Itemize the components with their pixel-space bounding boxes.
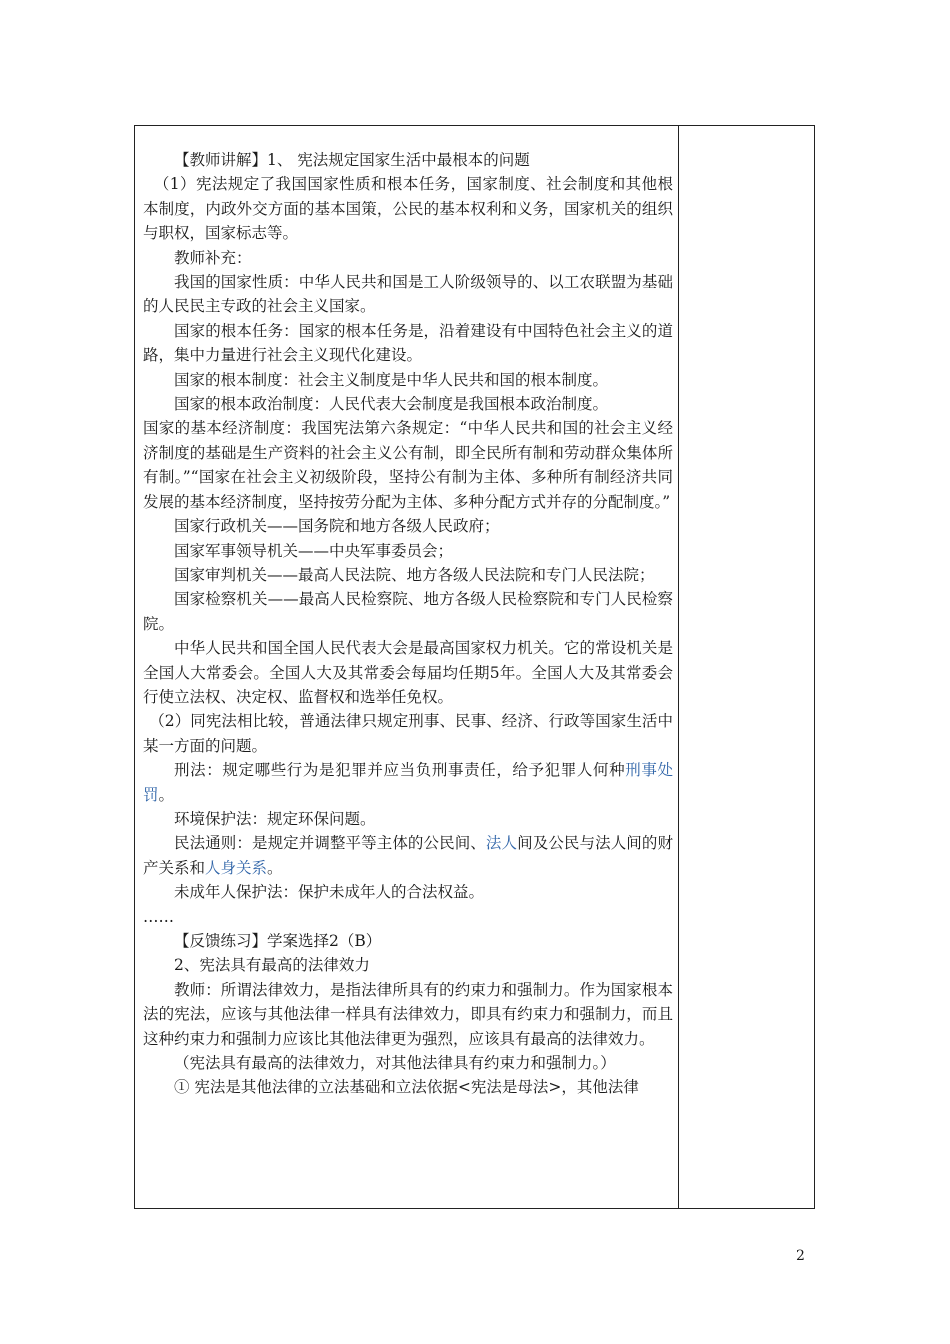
paragraph bbox=[143, 270, 673, 319]
paragraph bbox=[143, 929, 673, 953]
text-segment: 国家的根本任务：国家的根本任务是，沿着建设有中国特色社会主义的道路，集中力量进行社会主义现代化建设。 bbox=[143, 321, 673, 365]
paragraph bbox=[143, 563, 673, 587]
text-segment: 国家的根本制度：社会主义制度是中华人民共和国的根本制度。 bbox=[174, 370, 609, 389]
paragraph bbox=[143, 539, 673, 563]
paragraph bbox=[143, 807, 673, 831]
text-segment: 国家审判机关——最高人民法院、地方各级人民法院和专门人民法院； bbox=[174, 565, 655, 584]
text-segment: 未成年人保护法：保护未成年人的合法权益。 bbox=[174, 883, 485, 902]
paragraph bbox=[143, 172, 673, 245]
paragraph bbox=[143, 953, 673, 977]
text-segment: 环境保护法：规定环保问题。 bbox=[174, 809, 376, 828]
hyperlink[interactable]: 人身关系 bbox=[205, 858, 268, 877]
table-frame bbox=[134, 125, 815, 1209]
paragraph bbox=[143, 1051, 673, 1075]
text-segment: 【反馈练习】学案选择2（B） bbox=[174, 932, 382, 950]
column-divider bbox=[678, 126, 679, 1208]
lesson-content bbox=[143, 148, 673, 1100]
page-number: 2 bbox=[796, 1248, 805, 1264]
paragraph bbox=[143, 246, 673, 270]
text-segment: 国家行政机关——国务院和地方各级人民政府； bbox=[174, 517, 500, 536]
paragraph bbox=[143, 905, 673, 929]
paragraph bbox=[143, 148, 673, 172]
text-segment: （1）宪法规定了我国国家性质和根本任务，国家制度、社会制度和其他根本制度，内政外交方面的基本国策，公民的基本权利和义务，国家机关的组织与职权，国家标志等。 bbox=[143, 175, 673, 243]
text-segment: 刑法：规定哪些行为是犯罪并应当负刑事责任，给予犯罪人何种 bbox=[174, 761, 626, 780]
paragraph bbox=[143, 636, 673, 709]
hyperlink[interactable]: 法人 bbox=[485, 834, 518, 853]
text-segment: 间及公民与法人间的财产关系和 bbox=[143, 834, 673, 877]
paragraph bbox=[143, 831, 673, 880]
paragraph bbox=[143, 416, 673, 514]
hyperlink[interactable]: 刑事处罚 bbox=[143, 761, 673, 804]
paragraph bbox=[143, 587, 673, 636]
paragraph bbox=[143, 758, 673, 807]
paragraph bbox=[143, 368, 673, 392]
text-segment: 【教师讲解】1、 宪法规定国家生活中最根本的问题 bbox=[174, 151, 530, 169]
paragraph bbox=[143, 880, 673, 904]
text-segment: 。 bbox=[267, 858, 283, 877]
text-segment: 。 bbox=[158, 785, 175, 804]
paragraph bbox=[143, 1075, 673, 1099]
paragraph bbox=[143, 319, 673, 368]
text-segment: 民法通则：是规定并调整平等主体的公民间、 bbox=[174, 834, 486, 853]
text-segment: （2）同宪法相比较，普通法律只规定刑事、民事、经济、行政等国家生活中某一方面的问题。 bbox=[143, 712, 673, 755]
paragraph bbox=[143, 709, 673, 758]
text-segment: 教师补充： bbox=[174, 248, 252, 267]
text-segment: 我国的国家性质：中华人民共和国是工人阶级领导的、以工农联盟为基础的人民民主专政的社会主义国家。 bbox=[143, 273, 673, 316]
paragraph bbox=[143, 978, 673, 1051]
text-segment: 国家的基本经济制度：我国宪法第六条规定：“中华人民共和国的社会主义经济制度的基础是生产资料的社会主义公有制，即全民所有制和劳动群众集体所有制。”“国家在社会主义初级阶段，坚持公有制为主体、多种所有制经济共同发展的基本经济制度，坚持按劳分配为主体、多种分配方式并存的分配制度。” bbox=[143, 419, 673, 511]
text-segment: 中华人民共和国全国人民代表大会是最高国家权力机关。它的常设机关是全国人大常委会。全国人大及其常委会每届均任期5年。全国人大及其常委会行使立法权、决定权、监督权和选举任免权。 bbox=[143, 639, 673, 706]
paragraph bbox=[143, 392, 673, 416]
paragraph bbox=[143, 514, 673, 538]
text-segment: 国家的根本政治制度：人民代表大会制度是我国根本政治制度。 bbox=[174, 395, 609, 414]
text-segment: …… bbox=[143, 907, 174, 926]
text-segment: 教师：所谓法律效力，是指法律所具有的约束力和强制力。作为国家根本法的宪法，应该与其他法律一样具有法律效力，即具有约束力和强制力，而且这种约束力和强制力应该比其他法律更为强烈，应该具有最高的法律效力。 bbox=[143, 980, 673, 1048]
text-segment: （宪法具有最高的法律效力，对其他法律具有约束力和强制力。） bbox=[174, 1054, 616, 1073]
text-segment: 国家军事领导机关——中央军事委员会； bbox=[174, 541, 454, 560]
text-segment: 2、宪法具有最高的法律效力 bbox=[174, 956, 370, 975]
text-segment: 国家检察机关——最高人民检察院、地方各级人民检察院和专门人民检察院。 bbox=[143, 590, 673, 633]
text-segment: ① 宪法是其他法律的立法基础和立法依据<宪法是母法>，其他法律 bbox=[174, 1078, 639, 1097]
